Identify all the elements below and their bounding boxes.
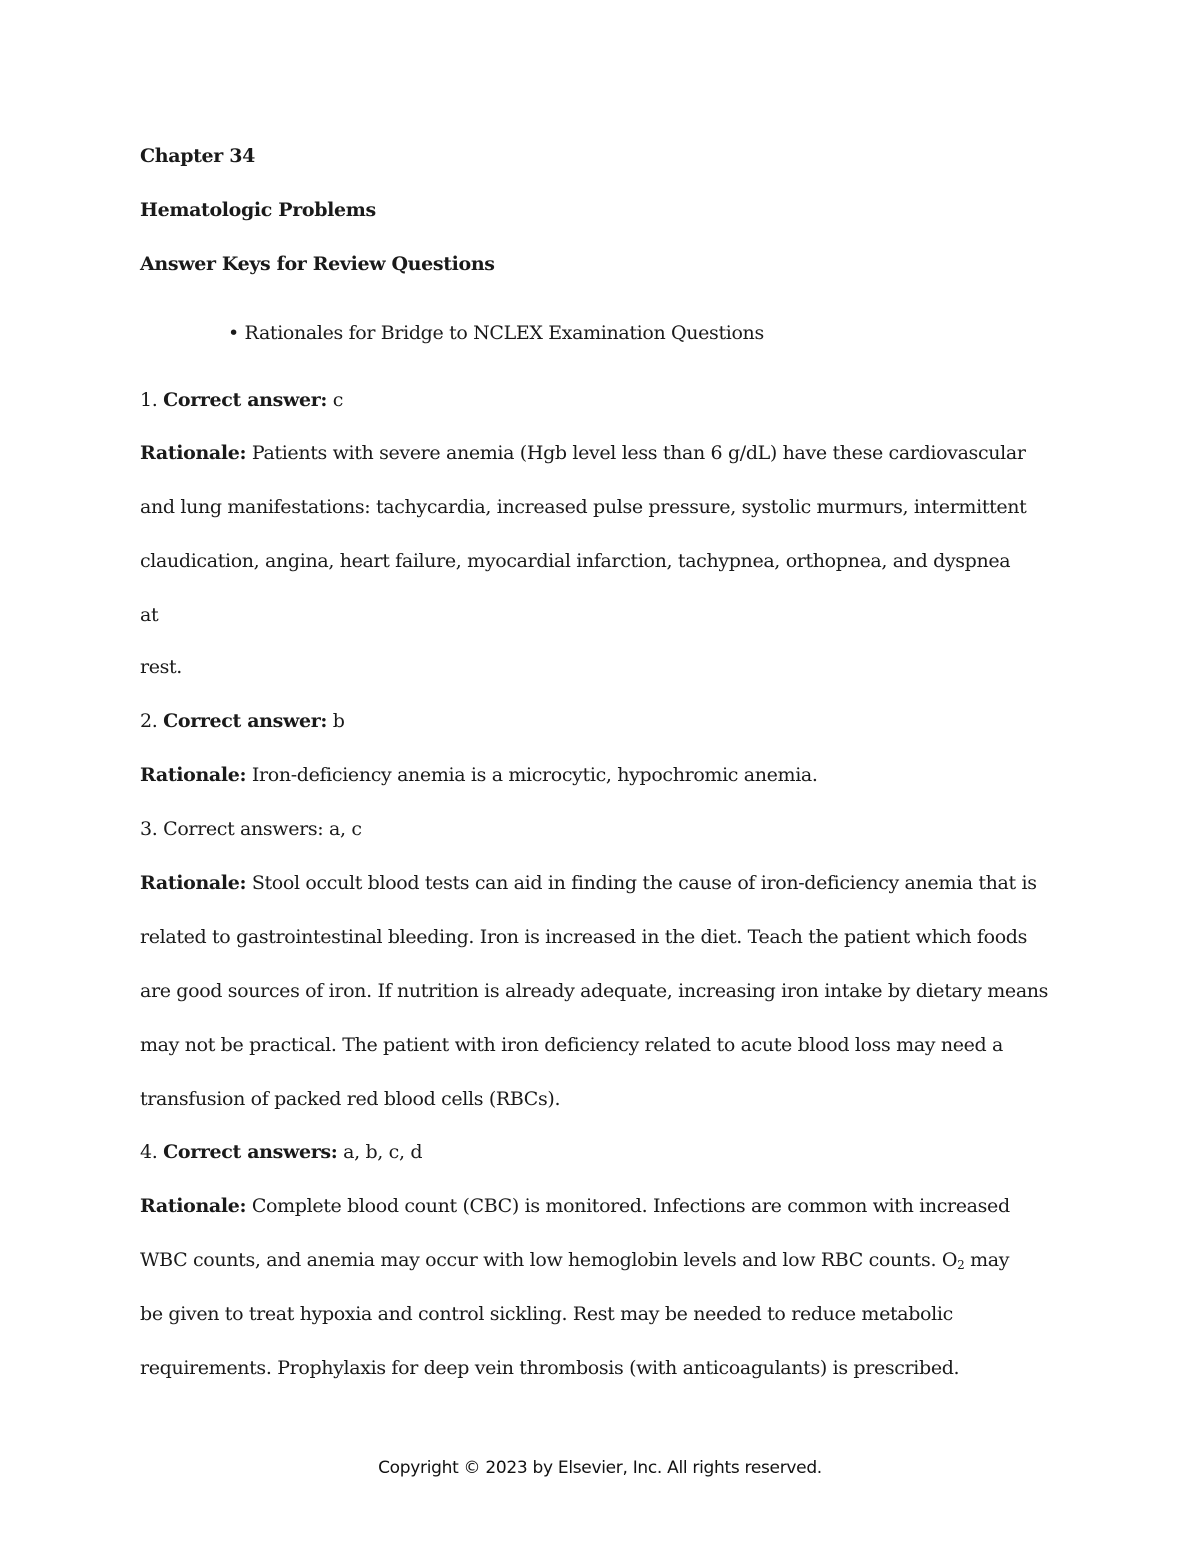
rationale-line: Rationale: Stool occult blood tests can aid in finding the cause of iron-deficiency anemia that is [140, 872, 1037, 894]
rationale-line: rest. [140, 656, 183, 678]
rationale-line: claudication, angina, heart failure, myocardial infarction, tachypnea, orthopnea, and dyspnea [140, 550, 1011, 572]
rationale-line: Rationale: Iron-deficiency anemia is a microcytic, hypochromic anemia. [140, 764, 818, 786]
section-heading: Answer Keys for Review Questions [140, 253, 495, 275]
chapter-title: Chapter 34 [140, 145, 255, 167]
bullet-line: • Rationales for Bridge to NCLEX Examination Questions [228, 322, 764, 344]
rationale-line: Rationale: Complete blood count (CBC) is monitored. Infections are common with increased [140, 1195, 1010, 1217]
rationale-line: be given to treat hypoxia and control sickling. Rest may be needed to reduce metabolic [140, 1303, 953, 1325]
answer-line-q1: 1. Correct answer: c [140, 389, 344, 411]
answer-line-q2: 2. Correct answer: b [140, 710, 345, 732]
rationale-line: Rationale: Patients with severe anemia (Hgb level less than 6 g/dL) have these cardiovascular [140, 442, 1026, 464]
answer-line-q3: 3. Correct answers: a, c [140, 818, 362, 840]
copyright-footer: Copyright © 2023 by Elsevier, Inc. All rights reserved. [378, 1458, 822, 1478]
rationale-line: requirements. Prophylaxis for deep vein thrombosis (with anticoagulants) is prescribed. [140, 1357, 960, 1379]
rationale-line: WBC counts, and anemia may occur with low hemoglobin levels and low RBC counts. $O_2$ may [140, 1249, 1010, 1272]
rationale-line: may not be practical. The patient with iron deficiency related to acute blood loss may need a [140, 1034, 1004, 1056]
rationale-line: related to gastrointestinal bleeding. Iron is increased in the diet. Teach the patient which foods [140, 926, 1028, 948]
rationale-line: at [140, 604, 159, 626]
rationale-line: and lung manifestations: tachycardia, increased pulse pressure, systolic murmurs, intermittent [140, 496, 1027, 518]
answer-line-q4: 4. Correct answers: a, b, c, d [140, 1141, 423, 1163]
rationale-line: transfusion of packed red blood cells (RBCs). [140, 1088, 561, 1110]
o2-subscript: 2 [957, 1258, 965, 1272]
rationale-line: are good sources of iron. If nutrition is already adequate, increasing iron intake by dietary means [140, 980, 1049, 1002]
subject-title: Hematologic Problems [140, 199, 376, 221]
